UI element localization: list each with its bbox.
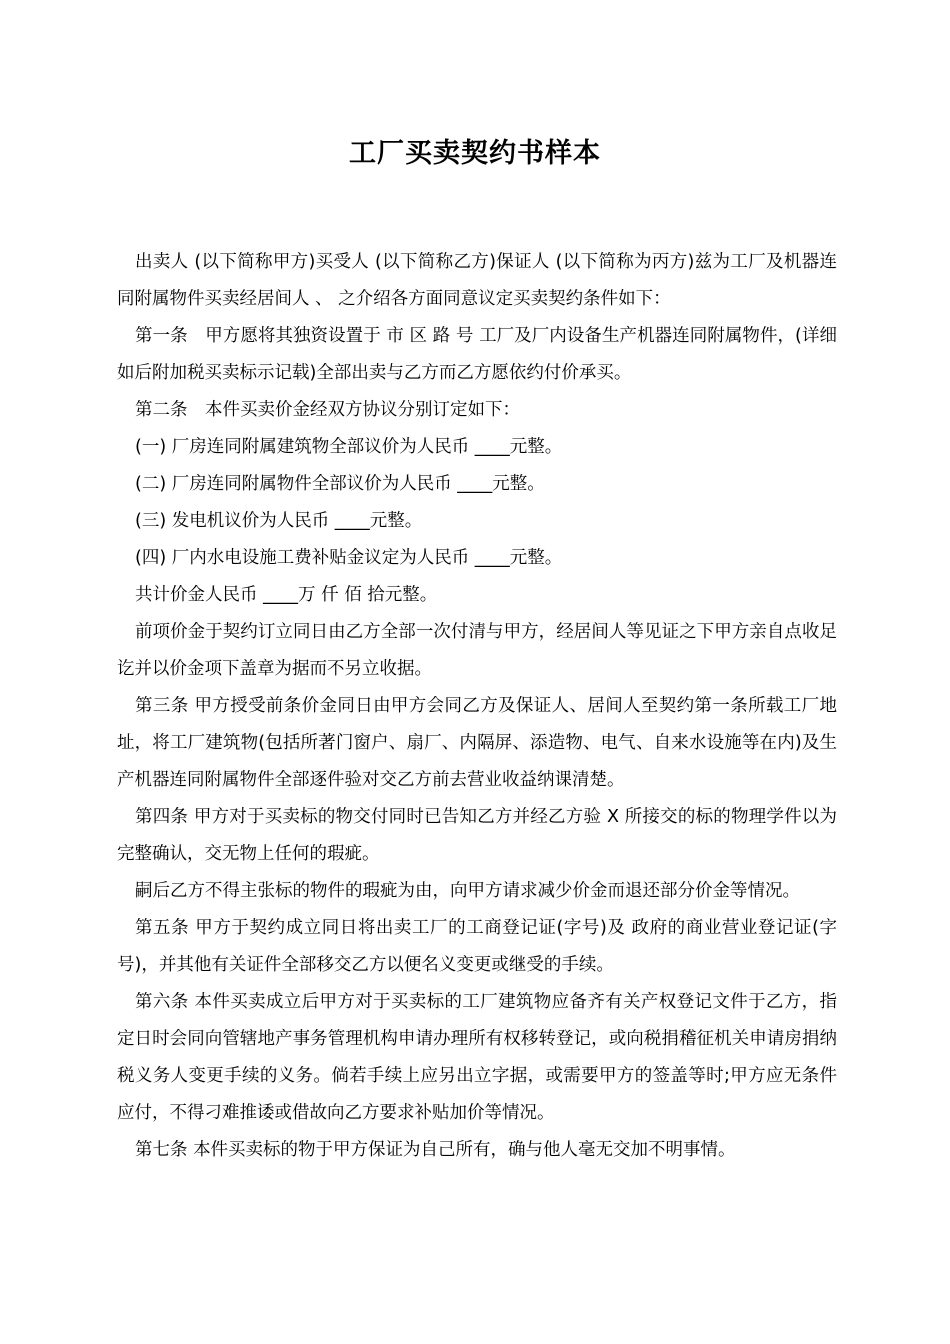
document-body bbox=[117, 244, 837, 1169]
paragraph-article-1: 第一条 甲方愿将其独资设置于 市 区 路 号 工厂及厂内设备生产机器连同附属物件，(详细如后附加税买卖标示记载)全部出卖与乙方而乙方愿依约付价承买。 bbox=[117, 326, 837, 383]
paragraph-article-5: 第五条 甲方于契约成立同日将出卖工厂的工商登记证(字号)及 政府的商业营业登记证(字号)，并其他有关证件全部移交乙方以便名义变更或继受的手续。 bbox=[117, 918, 837, 975]
paragraph-item-2: (二) 厂房连同附属物件全部议价为人民币 ____元整。 bbox=[135, 474, 545, 494]
paragraph-article-4: 第四条 甲方对于买卖标的物交付同时已告知乙方并经乙方验 X 所接交的标的物理学件以为完整确认，交无物上任何的瑕疵。 bbox=[117, 807, 837, 864]
paragraph-article-2: 第二条 本件买卖价金经双方协议分别订定如下： bbox=[135, 400, 520, 420]
paragraph-article-7: 第七条 本件买卖标的物于甲方保证为自己所有，确与他人毫无交加不明事情。 bbox=[135, 1140, 736, 1160]
paragraph-article-6: 第六条 本件买卖成立后甲方对于买卖标的工厂建筑物应备齐有关产权登记文件于乙方，指定日时会同向管辖地产事务管理机构申请办理所有权移转登记，或向税捐稽征机关申请房捐纳税义务人变更手续的义务。倘若手续上应另出立字据，或需要甲方的签盖等时;甲方应无条件应付，不得刁难推诿或借故向乙方要求补贴加价等情况。 bbox=[117, 992, 837, 1123]
paragraph-article-3: 第三条 甲方授受前条价金同日由甲方会同乙方及保证人、居间人至契约第一条所载工厂地址，将工厂建筑物(包括所著门窗户、扇厂、内隔屏、添造物、电气、自来水设施等在内)及生产机器连同附属物件全部逐件验对交乙方前去营业收益纳课清楚。 bbox=[117, 696, 837, 790]
paragraph-intro: 出卖人 (以下简称甲方)买受人 (以下简称乙方)保证人 (以下简称为丙方)兹为工厂及机器连同附属物件买卖经居间人 、 之介绍各方面同意议定买卖契约条件如下： bbox=[117, 252, 837, 309]
paragraph-item-1: (一) 厂房连同附属建筑物全部议价为人民币 ____元整。 bbox=[135, 437, 563, 457]
paragraph-payment: 前项价金于契约订立同日由乙方全部一次付清与甲方，经居间人等见证之下甲方亲自点收足讫并以价金项下盖章为据而不另立收据。 bbox=[117, 622, 837, 679]
paragraph-defects: 嗣后乙方不得主张标的物件的瑕疵为由，向甲方请求减少价金而退还部分价金等情况。 bbox=[135, 881, 800, 901]
paragraph-item-3: (三) 发电机议价为人民币 ____元整。 bbox=[135, 511, 423, 531]
paragraph-item-4: (四) 厂内水电设施工费补贴金议定为人民币 ____元整。 bbox=[135, 548, 563, 568]
paragraph-total: 共计价金人民币 ____万 仟 佰 拾元整。 bbox=[135, 585, 438, 605]
document-title: 工厂买卖契约书样本 bbox=[349, 138, 601, 169]
